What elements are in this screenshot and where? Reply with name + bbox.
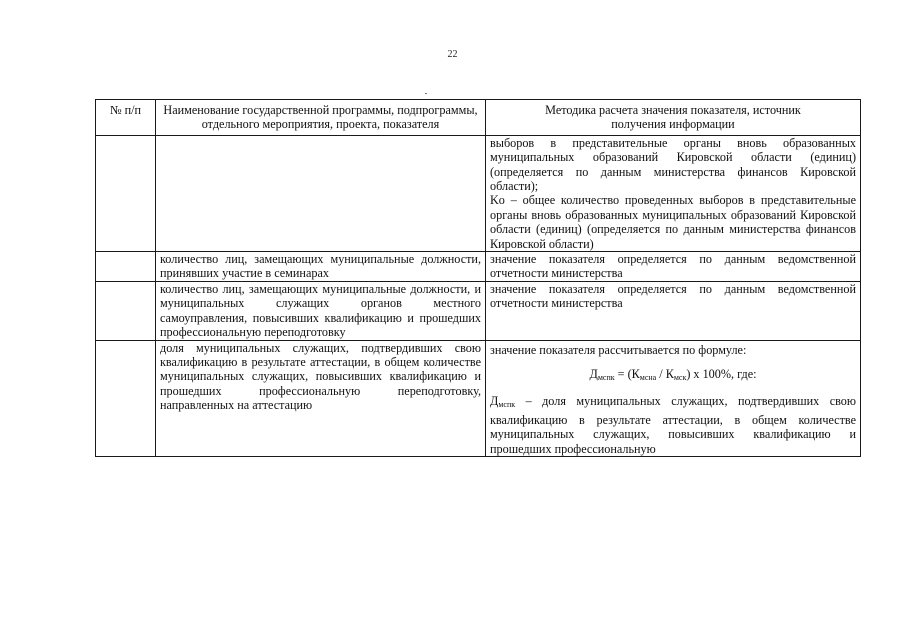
row-name — [156, 135, 486, 251]
row-name: количество лиц, замещающих муниципальные должности, принявших участие в семинарах — [156, 252, 486, 282]
row-number — [96, 135, 156, 251]
method-paragraph: выборов в представительные органы вновь образованных муниципальных образований Кировской области (единиц) (определяется по данным министерства финансов Кировской области); — [490, 135, 856, 194]
formula-k2-sub: мск — [673, 372, 687, 382]
definition-symbol: Д — [490, 394, 499, 409]
formula-lhs: Д — [589, 366, 598, 381]
header-name: Наименование государственной программы, подпрограммы, отдельного мероприятия, проекта, показателя — [156, 100, 486, 136]
formula-k1-sub: мсна — [639, 372, 657, 382]
formula — [490, 367, 856, 385]
row-name: доля муниципальных служащих, подтвердивших свою квалификацию в результате аттестации, в общем количестве муниципальных служащих, повысивших квалификацию и прошедших профессиональную переподготовку, направленных на аттестацию — [156, 340, 486, 456]
method-paragraph: Kо – общее количество проведенных выборов в представительные органы вновь образованных муниципальных образований Кировской области (единиц) (определяется по данным министерства финансов Кировской области) — [490, 193, 856, 251]
formula-eq: = (К — [614, 366, 640, 381]
table-row — [96, 340, 861, 456]
header-number: № п/п — [96, 100, 156, 136]
formula-definition — [490, 394, 856, 456]
table-row — [96, 281, 861, 340]
indicator-table — [95, 99, 861, 457]
formula-tail: ) х 100%, где: — [686, 366, 757, 381]
formula-div: / К — [656, 366, 674, 381]
definition-text: – доля муниципальных служащих, подтвердивших свою квалификацию в результате аттестации, в общем количестве муниципальных служащих, повысивших квалификацию и прошедших профессиональную — [490, 394, 856, 456]
scan-speck — [425, 93, 427, 94]
header-method: Методика расчета значения показателя, источник получения информации — [486, 100, 861, 136]
page-number: 22 — [447, 49, 458, 60]
row-number — [96, 252, 156, 282]
row-method: значение показателя определяется по данным ведомственной отчетности министерства — [486, 281, 861, 340]
row-method — [486, 135, 861, 251]
row-method — [486, 340, 861, 456]
formula-lhs-sub: мспк — [597, 372, 615, 382]
row-name: количество лиц, замещающих муниципальные должности, и муниципальных служащих органов местного самоуправления, повысивших квалификацию и прошедших профессиональную переподготовку — [156, 281, 486, 340]
table-row — [96, 252, 861, 282]
row-method: значение показателя определяется по данным ведомственной отчетности министерства — [486, 252, 861, 282]
table-header-row — [96, 100, 861, 136]
row-number — [96, 281, 156, 340]
definition-symbol-sub: мспк — [498, 400, 516, 410]
row-number — [96, 340, 156, 456]
method-intro: значение показателя рассчитывается по формуле: — [490, 342, 747, 357]
table-row — [96, 135, 861, 251]
